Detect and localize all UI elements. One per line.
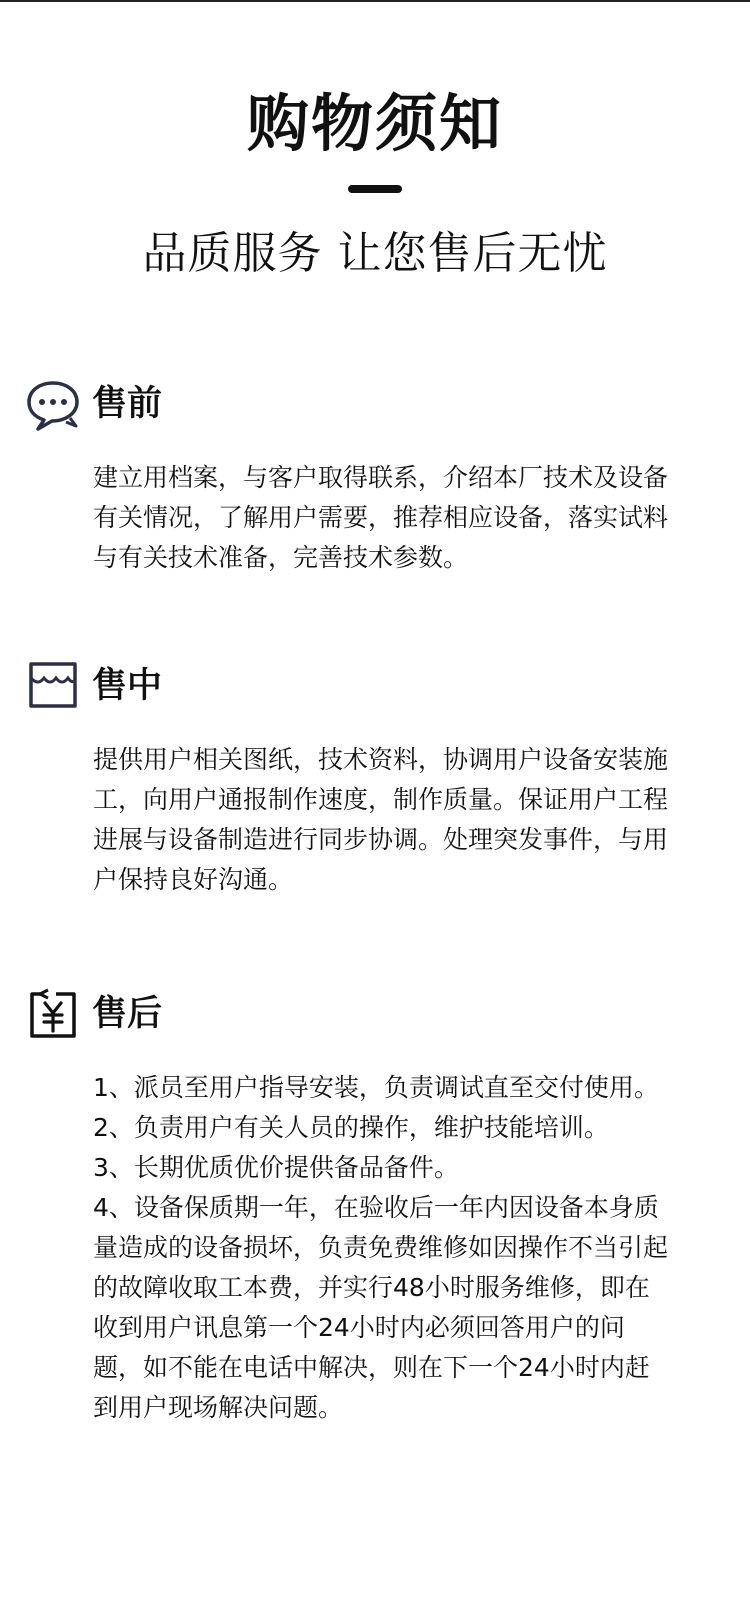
storefront-icon [26, 658, 80, 712]
title-underline [348, 185, 402, 193]
section-heading-in-sale: 售中 [92, 666, 163, 706]
yen-refund-icon [26, 988, 80, 1042]
top-border-line [0, 0, 750, 2]
list-item: 3、长期优质优价提供备品备件。 [93, 1153, 459, 1182]
section-heading-pre-sale: 售前 [92, 384, 163, 424]
chat-bubble-icon [26, 378, 80, 432]
list-item: 2、负责用户有关人员的操作，维护技能培训。 [93, 1113, 609, 1142]
page-subtitle: 品质服务 让您售后无忧 [142, 228, 608, 279]
page-title: 购物须知 [246, 87, 503, 160]
section-body-after-sale [93, 1068, 668, 1428]
section-heading-after-sale: 售后 [92, 994, 163, 1034]
section-body-pre-sale: 建立用档案，与客户取得联系，介绍本厂技术及设备有关情况，了解用户需要，推荐相应设备，落实试料与有关技术准备，完善技术参数。 [93, 463, 669, 572]
list-item: 4、设备保质期一年，在验收后一年内因设备本身质量造成的设备损坏，负责免费维修如因操作不当引起的故障收取工本费，并实行48小时服务维修，即在收到用户讯息第一个24小时内必须回答用户的问题，如不能在电话中解决，则在下一个24小时内赶到用户现场解决问题。 [93, 1193, 669, 1422]
section-body-in-sale: 提供用户相关图纸，技术资料，协调用户设备安装施工，向用户通报制作速度，制作质量。保证用户工程进展与设备制造进行同步协调。处理突发事件，与用户保持良好沟通。 [93, 745, 669, 894]
list-item: 1、派员至用户指导安装，负责调试直至交付使用。 [93, 1073, 659, 1102]
